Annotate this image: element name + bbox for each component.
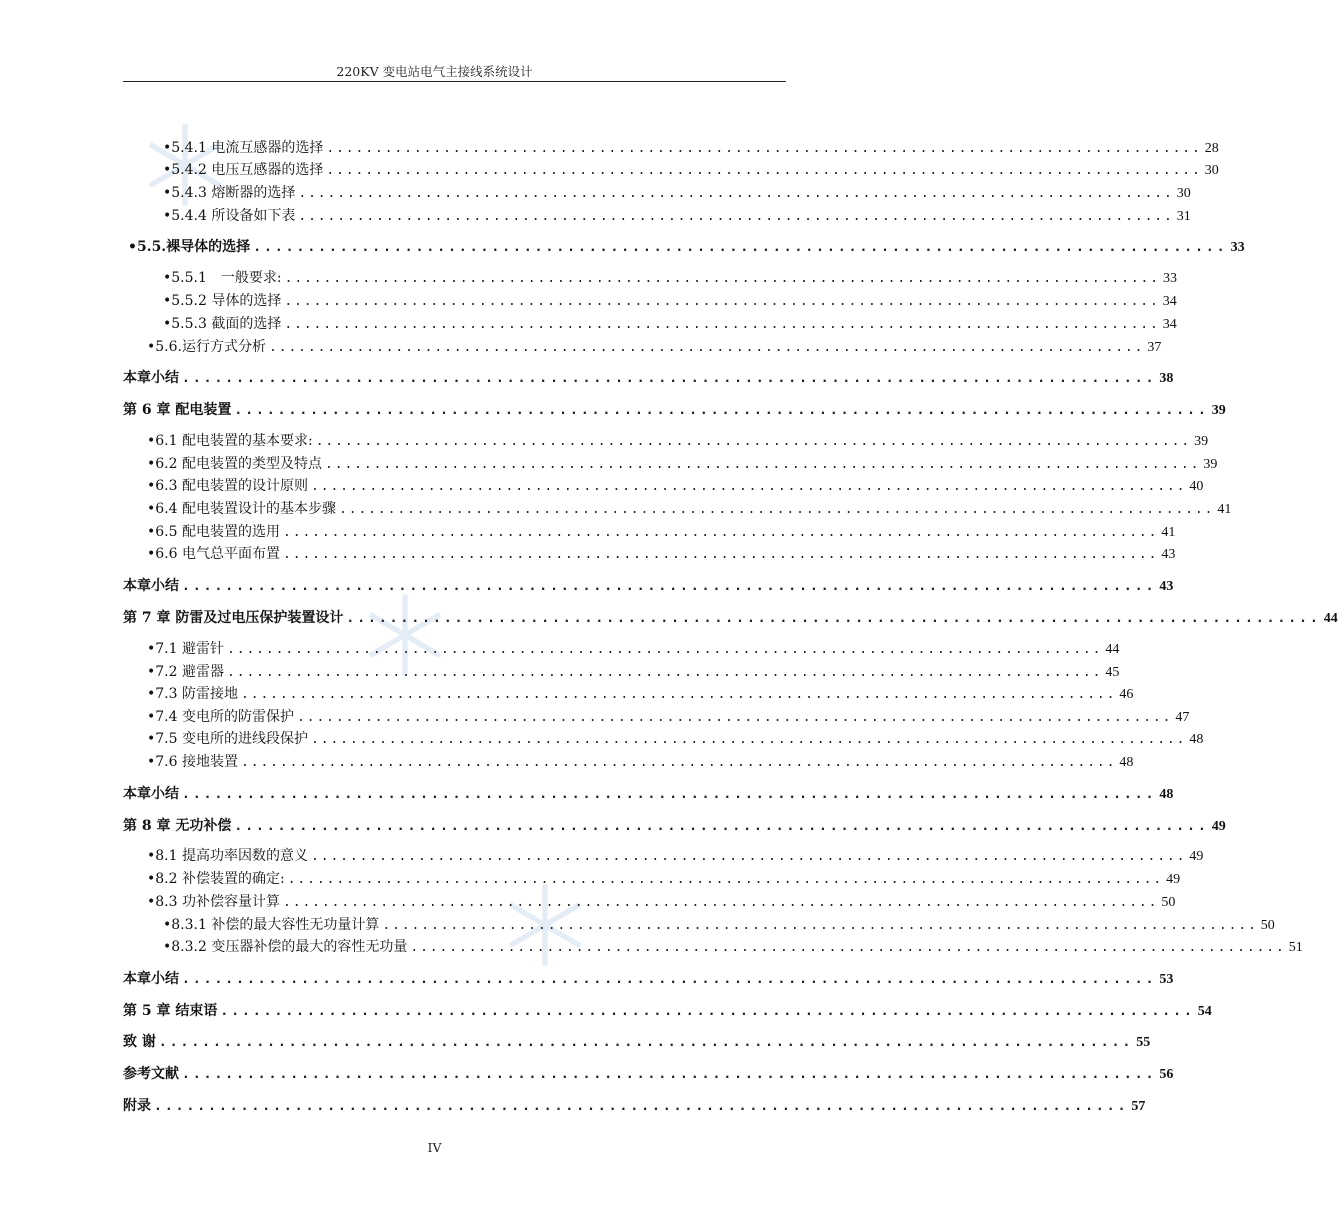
toc-entry-page: 46: [1119, 687, 1134, 702]
toc-section-entry[interactable]: [128, 237, 1245, 257]
toc-entry-label: •6.4 配电装置设计的基本步骤: [147, 501, 336, 517]
toc-entry[interactable]: [163, 291, 1177, 311]
leader-dots: ..........................................................................................: [253, 240, 1228, 255]
toc-entry-label: •6.2 配电装置的类型及特点: [147, 456, 322, 472]
toc-entry-page: 44: [1105, 642, 1120, 657]
leader-dots: ..........................................................................................: [282, 895, 1159, 910]
toc-entry-page: 54: [1197, 1004, 1212, 1019]
toc-entry-label: •7.5 变电所的进线段保护: [147, 731, 308, 747]
leader-dots: ..........................................................................................: [182, 787, 1157, 802]
toc-entry-label: 第 8 章 无功补偿: [123, 818, 232, 834]
toc-entry-label: •8.2 补偿装置的确定:: [147, 871, 285, 887]
leader-dots: ..........................................................................................: [154, 1099, 1129, 1114]
leader-dots: ..........................................................................................: [315, 434, 1192, 449]
toc-entry-label: •8.3.2 变压器补偿的最大的容性无功量: [163, 939, 408, 955]
leader-dots: ..........................................................................................: [284, 317, 1160, 332]
toc-entry-label: 致 谢: [123, 1034, 156, 1050]
toc-entry-page: 30: [1204, 163, 1219, 178]
toc-entry[interactable]: [163, 268, 1178, 288]
toc-entry-label: •5.4.2 电压互感器的选择: [163, 162, 324, 178]
toc-entry-page: 48: [1119, 755, 1134, 770]
toc-entry[interactable]: [147, 476, 1204, 496]
leader-dots: ..........................................................................................: [382, 918, 1258, 933]
toc-entry-page: 47: [1175, 710, 1190, 725]
toc-entry[interactable]: [163, 915, 1275, 935]
toc-entry-page: 53: [1159, 972, 1174, 987]
toc-entry-page: 31: [1176, 209, 1191, 224]
toc-entry-page: 45: [1105, 665, 1120, 680]
toc-entry-label: •5.4.1 电流互感器的选择: [163, 140, 324, 156]
leader-dots: ..........................................................................................: [240, 755, 1117, 770]
toc-entry[interactable]: [163, 314, 1177, 334]
leader-dots: ..........................................................................................: [298, 186, 1174, 201]
leader-dots: ..........................................................................................: [324, 457, 1201, 472]
toc-entry-page: 41: [1161, 525, 1176, 540]
toc-entry-label: •6.6 电气总平面布置: [147, 546, 280, 562]
toc-entry-page: 41: [1217, 502, 1232, 517]
toc-entry-page: 56: [1159, 1067, 1174, 1082]
toc-chapter-entry[interactable]: [123, 368, 1174, 388]
toc-entry-page: 33: [1230, 240, 1245, 255]
leader-dots: ..........................................................................................: [284, 294, 1160, 309]
toc-entry-page: 39: [1211, 403, 1226, 418]
toc-entry-label: •8.1 提高功率因数的意义: [147, 848, 308, 864]
toc-entry-page: 50: [1260, 918, 1275, 933]
toc-chapter-entry[interactable]: [123, 576, 1174, 596]
toc-chapter-entry[interactable]: [123, 1001, 1212, 1021]
toc-entry-page: 34: [1162, 317, 1177, 332]
toc-entry-page: 49: [1211, 819, 1226, 834]
toc-chapter-entry[interactable]: [123, 1032, 1151, 1052]
leader-dots: ..........................................................................................: [326, 141, 1202, 156]
leader-dots: ..........................................................................................: [234, 819, 1209, 834]
toc-entry-page: 37: [1147, 340, 1162, 355]
leader-dots: ..........................................................................................: [338, 502, 1215, 517]
toc-entry-page: 40: [1189, 479, 1204, 494]
toc-entry[interactable]: [147, 337, 1162, 357]
toc-entry-label: •7.4 变电所的防雷保护: [147, 709, 294, 725]
toc-entry-label: •8.3 功补偿容量计算: [147, 894, 280, 910]
toc-entry-label: •6.5 配电装置的选用: [147, 524, 280, 540]
leader-dots: ..........................................................................................: [182, 972, 1157, 987]
toc-entry[interactable]: [147, 869, 1181, 889]
toc-entry-page: 39: [1203, 457, 1218, 472]
toc-entry-label: •6.1 配电装置的基本要求:: [147, 433, 313, 449]
toc-entry-page: 30: [1176, 186, 1191, 201]
toc-entry-label: 第 6 章 配电装置: [123, 402, 232, 418]
toc-entry[interactable]: [147, 846, 1204, 866]
toc-entry-page: 28: [1204, 141, 1219, 156]
leader-dots: ..........................................................................................: [298, 209, 1174, 224]
toc-entry-page: 57: [1131, 1099, 1146, 1114]
toc-entry-page: 39: [1194, 434, 1209, 449]
toc-entry-page: 43: [1161, 547, 1176, 562]
toc-entry-label: •5.4.3 熔断器的选择: [163, 185, 296, 201]
toc-entry-label: •7.3 防雷接地: [147, 686, 238, 702]
toc-entry-label: •5.6.运行方式分析: [147, 339, 266, 355]
leader-dots: ..........................................................................................: [158, 1035, 1134, 1050]
toc-entry[interactable]: [163, 206, 1191, 226]
toc-entry[interactable]: [147, 431, 1209, 451]
toc-entry-page: 44: [1323, 611, 1338, 626]
toc-entry-label: •5.5.2 导体的选择: [163, 293, 282, 309]
toc-entry[interactable]: [163, 937, 1303, 957]
toc-chapter-entry[interactable]: [123, 816, 1226, 836]
leader-dots: ..........................................................................................: [234, 403, 1209, 418]
leader-dots: ..........................................................................................: [284, 271, 1161, 286]
leader-dots: ..........................................................................................: [310, 732, 1187, 747]
toc-entry[interactable]: [147, 752, 1134, 772]
toc-entry-page: 48: [1159, 787, 1174, 802]
toc-entry-page: 38: [1159, 371, 1174, 386]
toc-entry-page: 33: [1163, 271, 1178, 286]
toc-entry-label: 第 5 章 结束语: [123, 1003, 218, 1019]
leader-dots: ..........................................................................................: [410, 940, 1286, 955]
toc-entry[interactable]: [147, 544, 1176, 564]
toc-chapter-entry[interactable]: [123, 1096, 1146, 1116]
leader-dots: ..........................................................................................: [182, 1067, 1157, 1082]
toc-entry-page: 48: [1189, 732, 1204, 747]
toc-entry-label: 本章小结: [123, 786, 179, 802]
toc-entry-label: •5.5.裸导体的选择: [128, 239, 251, 255]
toc-entry-label: •7.2 避雷器: [147, 664, 224, 680]
toc-entry-label: •7.6 接地装置: [147, 754, 238, 770]
toc-entry-label: 第 7 章 防雷及过电压保护装置设计: [123, 610, 344, 626]
leader-dots: ..........................................................................................: [287, 872, 1164, 887]
toc-entry[interactable]: [163, 138, 1219, 158]
toc-entry[interactable]: [147, 707, 1190, 727]
toc-entry-page: 34: [1162, 294, 1177, 309]
toc-chapter-entry[interactable]: [123, 608, 1338, 628]
leader-dots: ..........................................................................................: [182, 579, 1157, 594]
toc-entry-label: 本章小结: [123, 971, 179, 987]
toc-entry-page: 55: [1136, 1035, 1151, 1050]
toc-entry[interactable]: [147, 522, 1176, 542]
leader-dots: ..........................................................................................: [220, 1004, 1195, 1019]
toc-entry-label: •7.1 避雷针: [147, 641, 224, 657]
leader-dots: ..........................................................................................: [310, 849, 1187, 864]
leader-dots: ..........................................................................................: [326, 163, 1202, 178]
toc-entry[interactable]: [147, 729, 1204, 749]
toc-entry-label: •5.5.3 截面的选择: [163, 316, 282, 332]
toc-chapter-entry[interactable]: [123, 1064, 1174, 1084]
toc-entry-page: 43: [1159, 579, 1174, 594]
leader-dots: ..........................................................................................: [296, 710, 1173, 725]
toc-entry-label: 参考文献: [123, 1066, 179, 1082]
toc-entry-label: 本章小结: [123, 370, 179, 386]
leader-dots: ..........................................................................................: [182, 371, 1157, 386]
document-title: 220KV 变电站电气主接线系统设计: [336, 64, 533, 79]
leader-dots: ..........................................................................................: [240, 687, 1117, 702]
toc-chapter-entry[interactable]: [123, 969, 1174, 989]
leader-dots: ..........................................................................................: [268, 340, 1145, 355]
toc-entry-label: •5.5.1 一般要求:: [163, 270, 282, 286]
toc-entry[interactable]: [147, 662, 1120, 682]
toc-entry[interactable]: [163, 183, 1191, 203]
toc-entry-page: 50: [1161, 895, 1176, 910]
toc-entry-label: •8.3.1 补偿的最大容性无功量计算: [163, 917, 380, 933]
leader-dots: ..........................................................................................: [282, 525, 1159, 540]
toc-entry-page: 49: [1189, 849, 1204, 864]
toc-entry[interactable]: [147, 499, 1232, 519]
leader-dots: ..........................................................................................: [310, 479, 1187, 494]
toc-chapter-entry[interactable]: [123, 784, 1174, 804]
leader-dots: ..........................................................................................: [226, 642, 1103, 657]
page-number: IV: [427, 1140, 442, 1155]
toc-entry-label: •6.3 配电装置的设计原则: [147, 478, 308, 494]
toc-entry[interactable]: [147, 684, 1134, 704]
toc-entry[interactable]: [147, 639, 1120, 659]
toc-entry[interactable]: [147, 892, 1176, 912]
toc-entry-label: 附录: [123, 1098, 151, 1114]
toc-entry-page: 51: [1288, 940, 1303, 955]
leader-dots: ..........................................................................................: [226, 665, 1103, 680]
toc-entry[interactable]: [163, 160, 1219, 180]
toc-entry-label: 本章小结: [123, 578, 179, 594]
leader-dots: ..........................................................................................: [346, 611, 1321, 626]
toc-entry-page: 49: [1166, 872, 1181, 887]
toc-entry-label: •5.4.4 所设备如下表: [163, 208, 296, 224]
leader-dots: ..........................................................................................: [282, 547, 1159, 562]
toc-entry[interactable]: [147, 454, 1218, 474]
toc-chapter-entry[interactable]: [123, 400, 1226, 420]
